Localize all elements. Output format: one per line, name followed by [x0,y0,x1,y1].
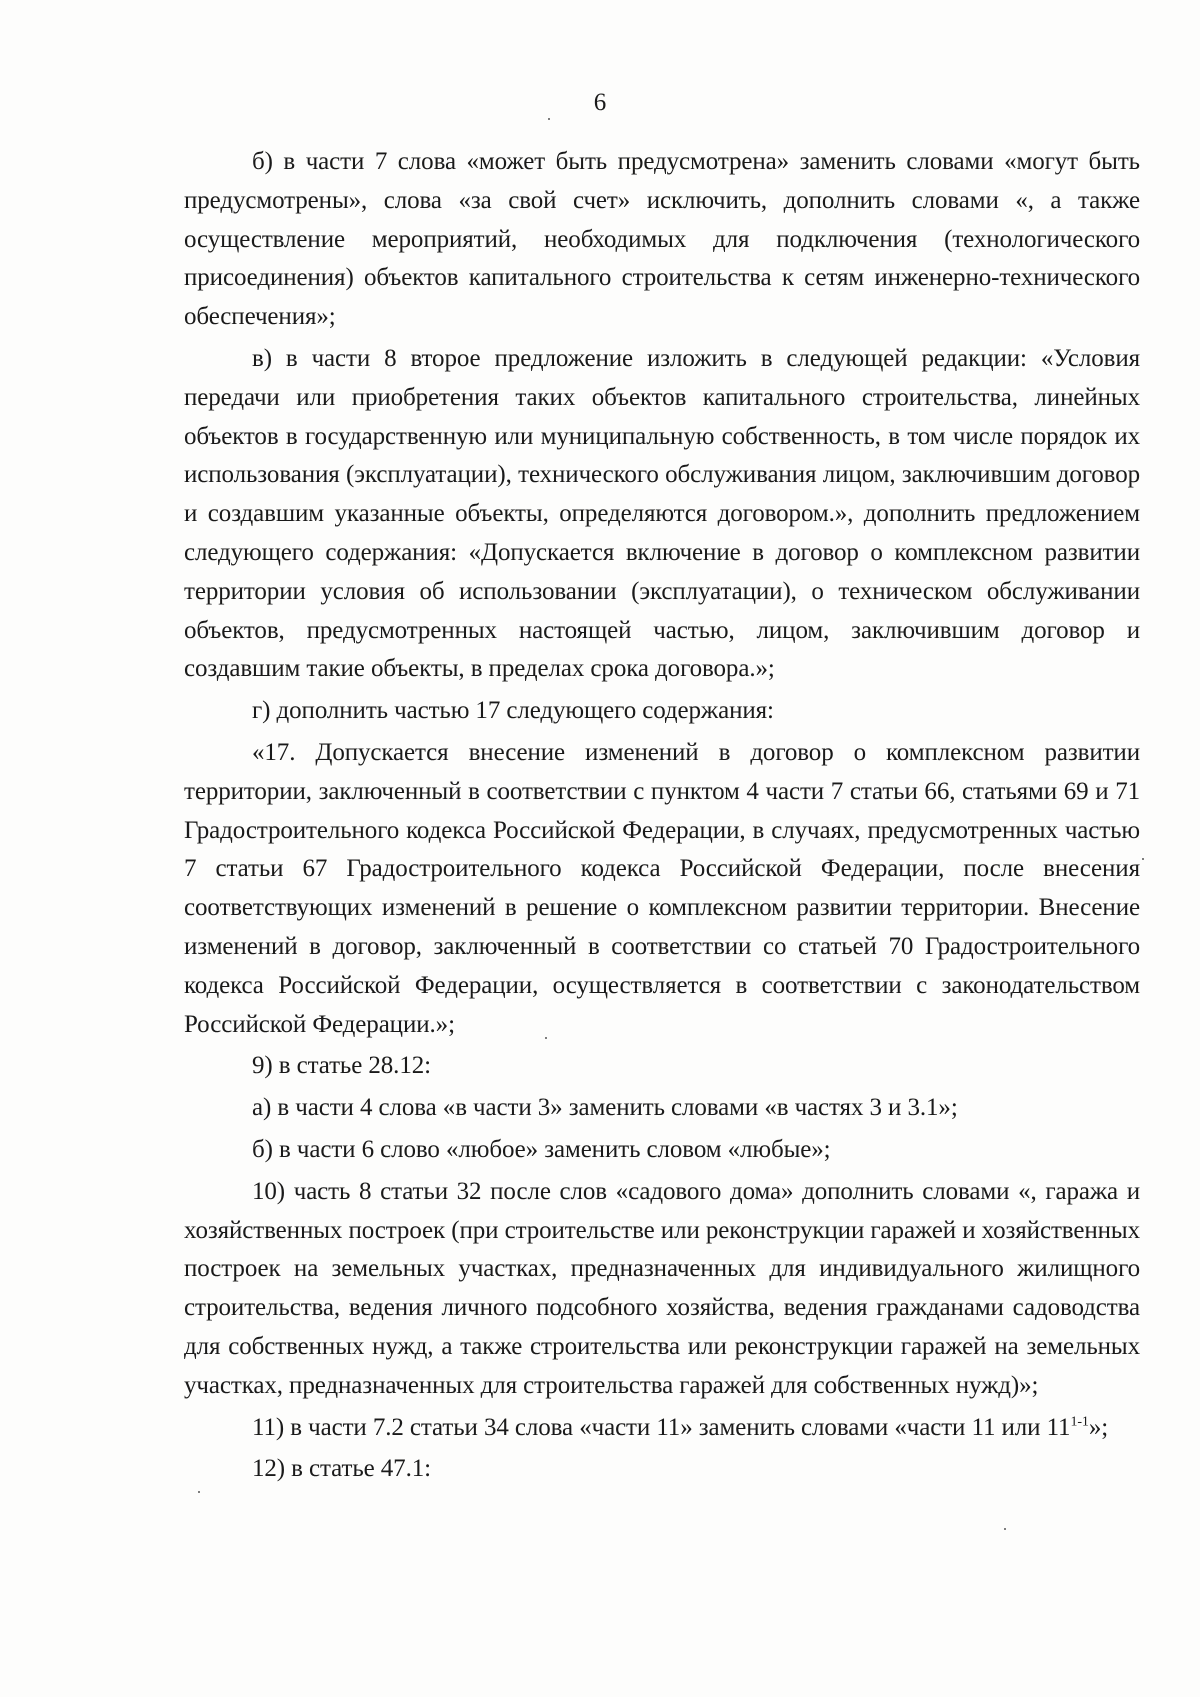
paragraph-item-11-superscript: 1-1 [1070,1414,1089,1430]
scan-speck [545,1037,547,1039]
scan-speck [198,1491,200,1493]
paragraph-item-9a: а) в части 4 слова «в части 3» заменить словами «в частях 3 и 3.1»; [252,1094,958,1122]
paragraph-item-12: 12) в статье 47.1: [252,1455,431,1483]
paragraph-item-11-text: 11) в части 7.2 статьи 34 слова «части 11» заменить словами «части 11 или 11 [252,1413,1071,1441]
paragraph-g-part-17: г) дополнить частью 17 следующего содержания: [252,697,774,725]
scan-speck [1142,858,1144,860]
paragraph-v-part-8: в) в части 8 второе предложение изложить в следующей редакции: «Условия передачи или приобретения таких объектов капитального строительства, линейных объектов в государственную или муниципальную собственность, в том числе порядок их использования (эксплуатации), технического обслуживания лицом, заключившим договор и создавшим указанные объекты, определяются договором.», дополнить предложением следующего содержания: «Допускается включение в договор о комплексном развитии территории условия об использовании (эксплуатации), о техническом обслуживании объектов, предусмотренных настоящей частью, лицом, заключившим договор и создавшим такие объекты, в пределах срока договора.»; [184,344,1140,683]
scan-speck [1004,1528,1006,1530]
paragraph-item-11-suffix: »; [1088,1413,1109,1441]
paragraph-item-11 [184,1409,1140,1448]
paragraph-item-9b: б) в части 6 слово «любое» заменить словом «любые»; [252,1135,831,1163]
paragraph-item-9: 9) в статье 28.12: [252,1052,431,1080]
paragraph-b-part-7: б) в части 7 слова «может быть предусмотрена» заменить словами «могут быть предусмотрены», слова «за свой счет» исключить, дополнить словами «, а также осуществление мероприятий, необходимых для подключения (технологического присоединения) объектов капитального строительства к сетям инженерно-технического обеспечения»; [184,148,1140,331]
page-number: 6 [593,89,607,116]
paragraph-item-10: 10) часть 8 статьи 32 после слов «садового дома» дополнить словами «, гаража и хозяйственных построек (при строительстве или реконструкции гаражей и хозяйственных построек на земельных участках, предназначенных для индивидуального жилищного строительства, ведения личного подсобного хозяйства, ведения гражданами садоводства для собственных нужд, а также строительства или реконструкции гаражей на земельных участках, предназначенных для строительства гаражей для собственных нужд)»; [184,1177,1140,1399]
document-body [184,143,1140,1492]
scan-speck [548,118,550,120]
paragraph-part-17-text: «17. Допускается внесение изменений в договор о комплексном развитии территории, заключенный в соответствии с пунктом 4 части 7 статьи 66, статьями 69 и 71 Градостроительного кодекса Российской Федерации, в случаях, предусмотренных частью 7 статьи 67 Градостроительного кодекса Российской Федерации, после внесения соответствующих изменений в решение о комплексном развитии территории. Внесение изменений в договор, заключенный в соответствии со статьей 70 Градостроительного кодекса Российской Федерации, осуществляется в соответствии с законодательством Российской Федерации.»; [184,738,1140,1038]
